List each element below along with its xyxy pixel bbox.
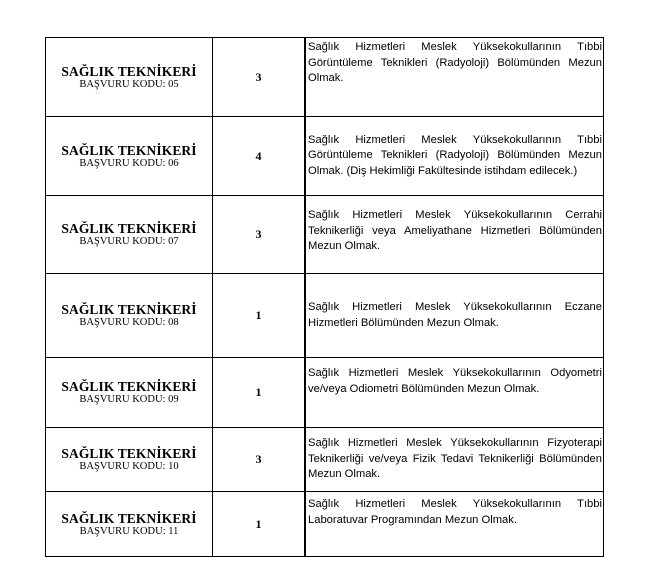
position-title: SAĞLIK TEKNİKERİ — [61, 379, 197, 394]
position-cell — [46, 428, 213, 492]
table-row — [46, 38, 604, 117]
requirement-cell — [305, 428, 604, 492]
position-title: SAĞLIK TEKNİKERİ — [61, 446, 197, 461]
requirement-text: Sağlık Hizmetleri Meslek Yüksekokullarının Eczane Hizmetleri Bölümünden Mezun Olmak. — [308, 301, 602, 329]
position-title: SAĞLIK TEKNİKERİ — [61, 302, 197, 317]
table-row — [46, 117, 604, 196]
position-cell — [46, 196, 213, 274]
requirement-cell — [305, 274, 604, 358]
requirement-cell — [305, 38, 604, 117]
position-cell — [46, 38, 213, 117]
application-code: BAŞVURU KODU: 09 — [79, 394, 179, 405]
requirement-text: Sağlık Hizmetleri Meslek Yüksekokullarının Odyometri ve/veya Odiometri Bölümünden Mezun Olmak. — [308, 367, 602, 395]
quota-count: 3 — [213, 428, 306, 492]
table-row — [46, 196, 604, 274]
position-title: SAĞLIK TEKNİKERİ — [61, 221, 197, 236]
requirement-cell — [305, 492, 604, 557]
position-title: SAĞLIK TEKNİKERİ — [61, 510, 197, 526]
quota-count: 4 — [213, 117, 306, 196]
requirement-text: Sağlık Hizmetleri Meslek Yüksekokullarının Fizyoterapi Teknikerliği ve/veya Fizik Tedavi Teknikerliği Bölümünden Mezun Olmak. — [308, 437, 602, 481]
requirement-text: Sağlık Hizmetleri Meslek Yüksekokullarının Tıbbi Görüntüleme Teknikleri (Radyoloji) Bölümünden Mezun Olmak. — [308, 41, 602, 84]
table-row — [46, 274, 604, 358]
application-code: BAŞVURU KODU: 11 — [79, 525, 179, 537]
requirement-text: Sağlık Hizmetleri Meslek Yüksekokullarının Tıbbi Görüntüleme Teknikleri (Radyoloji) Bölümünden Mezun Olmak. (Diş Hekimliği Fakültesinde istihdam edilecek.) — [308, 133, 602, 177]
positions-table — [45, 37, 604, 557]
application-code: BAŞVURU KODU: 10 — [79, 461, 179, 472]
position-cell — [46, 358, 213, 428]
requirement-cell — [305, 196, 604, 274]
application-code: BAŞVURU KODU: 07 — [79, 236, 179, 247]
quota-count: 3 — [213, 196, 306, 274]
position-cell — [46, 117, 213, 196]
application-code: BAŞVURU KODU: 05 — [79, 78, 179, 90]
position-cell — [46, 492, 213, 557]
quota-count: 1 — [213, 358, 306, 428]
position-cell — [46, 274, 213, 358]
application-code: BAŞVURU KODU: 06 — [79, 157, 179, 169]
quota-count: 3 — [213, 38, 306, 117]
quota-count: 1 — [213, 492, 306, 557]
position-title: SAĞLIK TEKNİKERİ — [61, 63, 197, 79]
application-code: BAŞVURU KODU: 08 — [79, 317, 179, 328]
requirement-cell — [305, 358, 604, 428]
table-row — [46, 492, 604, 557]
requirement-cell — [305, 117, 604, 196]
table-row — [46, 428, 604, 492]
requirement-text: Sağlık Hizmetleri Meslek Yüksekokullarının Tıbbi Laboratuvar Programından Mezun Olmak. — [308, 498, 602, 526]
requirement-text: Sağlık Hizmetleri Meslek Yüksekokullarının Cerrahi Teknikerliği veya Ameliyathane Hizmetleri Bölümünden Mezun Olmak. — [308, 209, 602, 252]
quota-count: 1 — [213, 274, 306, 358]
table-row — [46, 358, 604, 428]
position-title: SAĞLIK TEKNİKERİ — [61, 142, 197, 158]
